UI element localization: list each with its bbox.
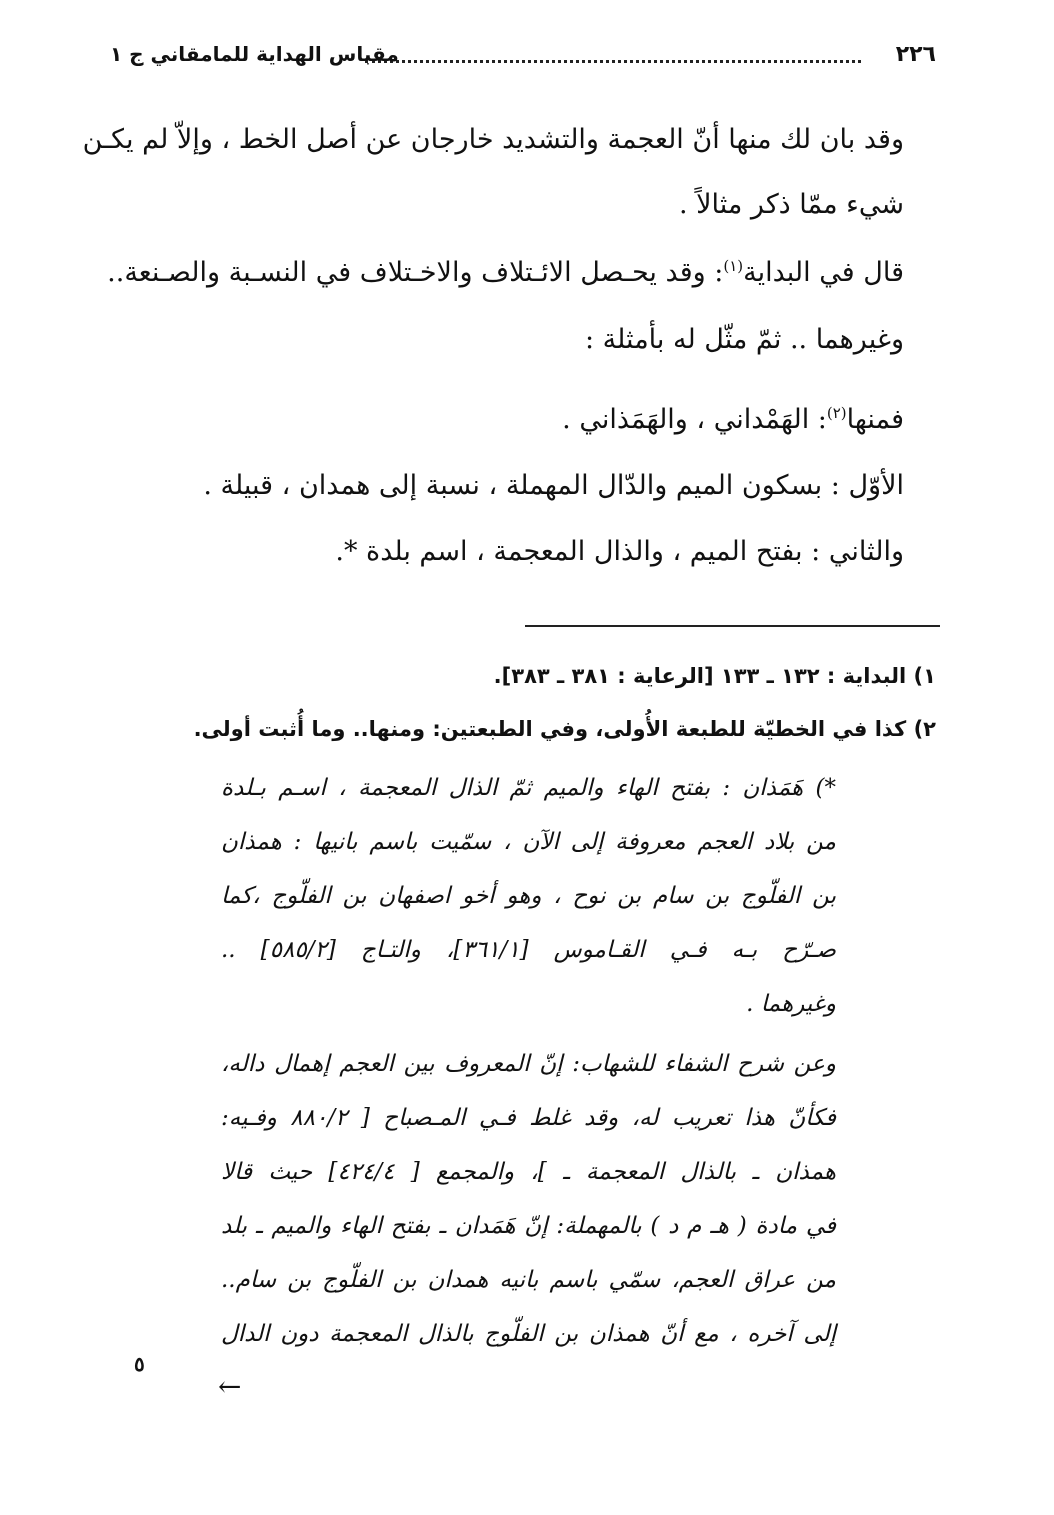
note-line: في مادة ( هـ م د ) بالمهملة: إنّ هَمَدان ـ بفتح الهاء والميم ـ بلد xyxy=(221,1213,836,1239)
page-header xyxy=(110,42,936,82)
note-line: همذان ـ بالذال المعجمة ـ ]، والمجمع [ ٤٢٤/٤] حيث قالا xyxy=(221,1159,837,1185)
note-line: وعن شرح الشفاء للشهاب: إنّ المعروف بين العجم إهمال داله، xyxy=(221,1051,836,1077)
note-line: صـرّح بـه فـي القـاموس [٣٦١/١]، والتـاج [٥٨٥/٢] .. xyxy=(221,937,837,963)
footnote-ref-2: (٢) xyxy=(826,404,847,422)
body-line: وقد بان لك منها أنّ العجمة والتشديد خارجان عن أصل الخط ، وإلاّ لم يكـن xyxy=(82,124,904,155)
note-line: *) هَمَذان : بفتح الهاء والميم ثمّ الذال المعجمة ، اسـم بـلدة xyxy=(221,775,836,801)
footnote-1: ١) البداية : ١٣٢ ـ ١٣٣ [الرعاية : ٣٨١ ـ ٣٨٣]. xyxy=(493,664,936,688)
header-dotted-leader xyxy=(365,60,861,63)
footnote-ref-1: (١) xyxy=(723,257,744,275)
body-line xyxy=(107,257,904,288)
body-line: الأوّل : بسكون الميم والدّال المهملة ، نسبة إلى همدان ، قبيلة . xyxy=(203,470,904,501)
footnote-separator xyxy=(525,625,940,627)
continuation-arrow-icon: ← xyxy=(218,1370,242,1403)
margin-mark: ٥ xyxy=(134,1352,145,1376)
body-line: وغيرهما .. ثمّ مثّل له بأمثلة : xyxy=(584,324,904,355)
page-number: ٢٢٦ xyxy=(895,42,936,67)
note-line: وغيرهما . xyxy=(746,991,836,1017)
body-line: شيء ممّا ذكر مثالاً . xyxy=(678,189,904,220)
note-line: من عراق العجم، سمّي باسم بانيه همدان بن الفلّوج بن سام.. xyxy=(221,1267,836,1293)
footnote-2: ٢) كذا في الخطيّة للطبعة الأُولى، وفي الطبعتين: ومنها.. وما أُثبت أولى. xyxy=(193,717,936,741)
example-heading xyxy=(562,404,904,435)
note-line: من بلاد العجم معروفة إلى الآن ، سمّيت باسم بانيها : همذان xyxy=(221,829,836,855)
note-line: فكأنّ هذا تعريب له، وقد غلط فـي المـصباح [ ٨٨٠/٢ وفـيه: xyxy=(221,1105,837,1131)
note-line: بن الفلّوج بن سام بن نوح ، وهو أخو اصفهان بن الفلّوج ،كما xyxy=(221,883,836,909)
text-run: قال في البداية xyxy=(743,257,904,288)
body-line: والثاني : بفتح الميم ، والذال المعجمة ، اسم بلدة *. xyxy=(335,536,904,567)
text-run: : وقد يحـصل الائـتلاف والاخـتلاف في النسـبة والصـنعة.. xyxy=(107,257,724,288)
running-title: مقباس الهداية للمامقاني ج ١ xyxy=(110,42,399,66)
note-line: إلى آخره ، مع أنّ همذان بن الفلّوج بالذال المعجمة دون الدال xyxy=(221,1321,836,1347)
text-run: : الهَمْداني ، والهَمَذاني . xyxy=(562,404,827,435)
text-run: فمنها xyxy=(846,404,904,435)
